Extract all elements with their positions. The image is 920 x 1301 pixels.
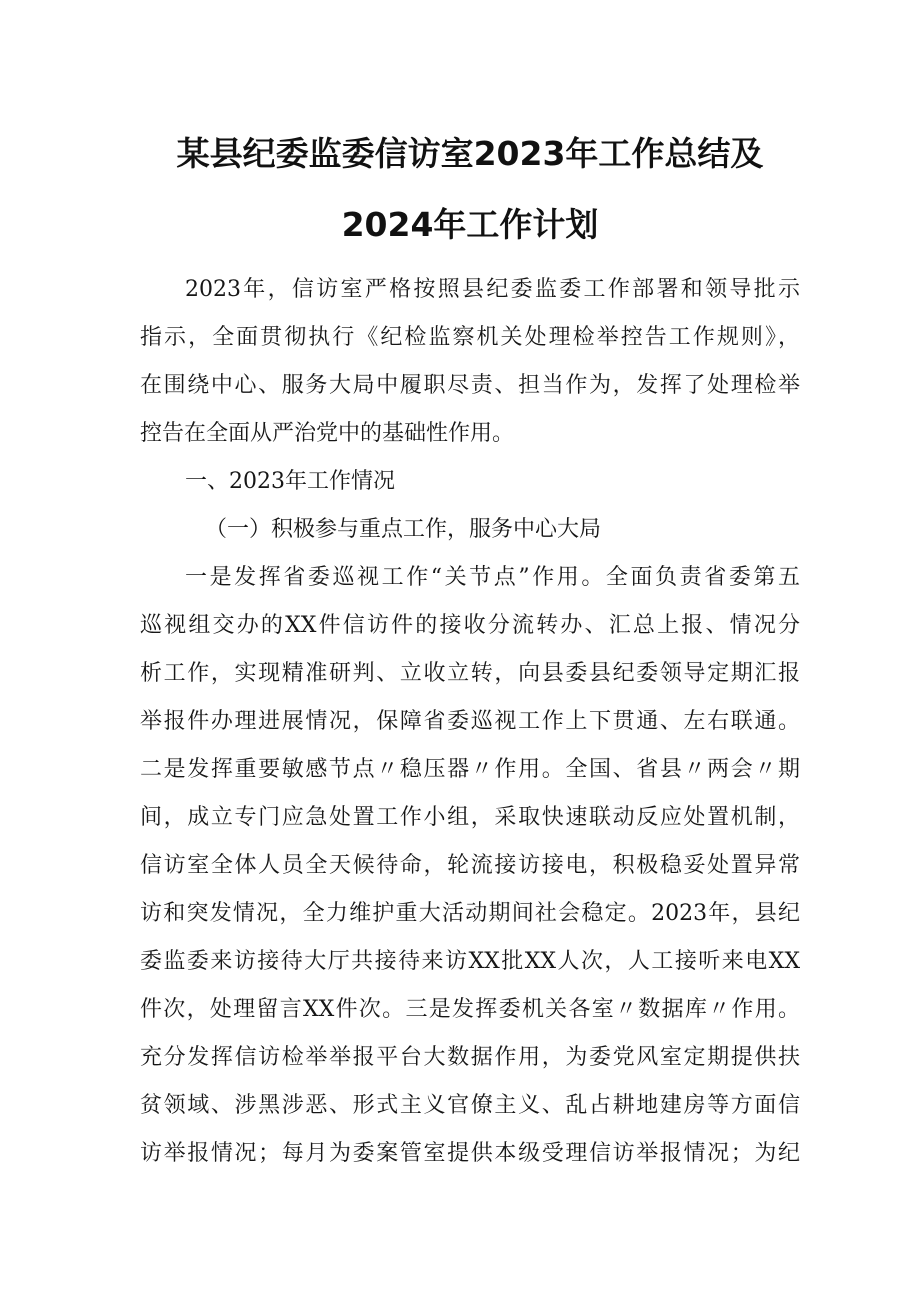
body-line: 委监委来访接待大厅共接待来访XX批XX人次，人工接听来电XX (140, 949, 800, 974)
body-line: 析工作，实现精准研判、立收立转，向县委县纪委领导定期汇报 (140, 661, 800, 686)
body-line: 访举报情况；每月为委案管室提供本级受理信访举报情况；为纪 (140, 1141, 800, 1166)
section-heading: 一、2023年工作情况 (185, 469, 395, 494)
body-line: 2023年，信访室严格按照县纪委监委工作部署和领导批示 (185, 277, 800, 302)
body-line: 访和突发情况，全力维护重大活动期间社会稳定。2023年，县纪 (140, 901, 800, 926)
body-line: 信访室全体人员全天候待命，轮流接访接电，积极稳妥处置异常 (140, 853, 800, 878)
document-title-line-1: 某县纪委监委信访室2023年工作总结及 (176, 134, 764, 173)
body-line: 举报件办理进展情况，保障省委巡视工作上下贯通、左右联通。 (140, 709, 800, 734)
body-line: 二是发挥重要敏感节点〃稳压器〃作用。全国、省县〃两会〃期 (140, 757, 800, 782)
body-line: 贫领域、涉黑涉恶、形式主义官僚主义、乱占耕地建房等方面信 (140, 1093, 800, 1118)
body-line: 在围绕中心、服务大局中履职尽责、担当作为，发挥了处理检举 (140, 373, 800, 398)
body-line: 件次，处理留言XX件次。三是发挥委机关各室〃数据库〃作用。 (140, 997, 800, 1022)
body-line: 间，成立专门应急处置工作小组，采取快速联动反应处置机制， (140, 805, 800, 830)
body-line: 指示，全面贯彻执行《纪检监察机关处理检举控告工作规则》， (140, 325, 800, 350)
body-line: 控告在全面从严治党中的基础性作用。 (140, 421, 515, 446)
subsection-heading: （一）积极参与重点工作，服务中心大局 (205, 517, 602, 542)
body-line: 巡视组交办的XX件信访件的接收分流转办、汇总上报、情况分 (140, 613, 800, 638)
body-line: 一是发挥省委巡视工作“关节点”作用。全面负责省委第五 (185, 565, 800, 590)
body-line: 充分发挥信访检举举报平台大数据作用，为委党风室定期提供扶 (140, 1045, 800, 1070)
document-title-line-2: 2024年工作计划 (341, 205, 599, 244)
